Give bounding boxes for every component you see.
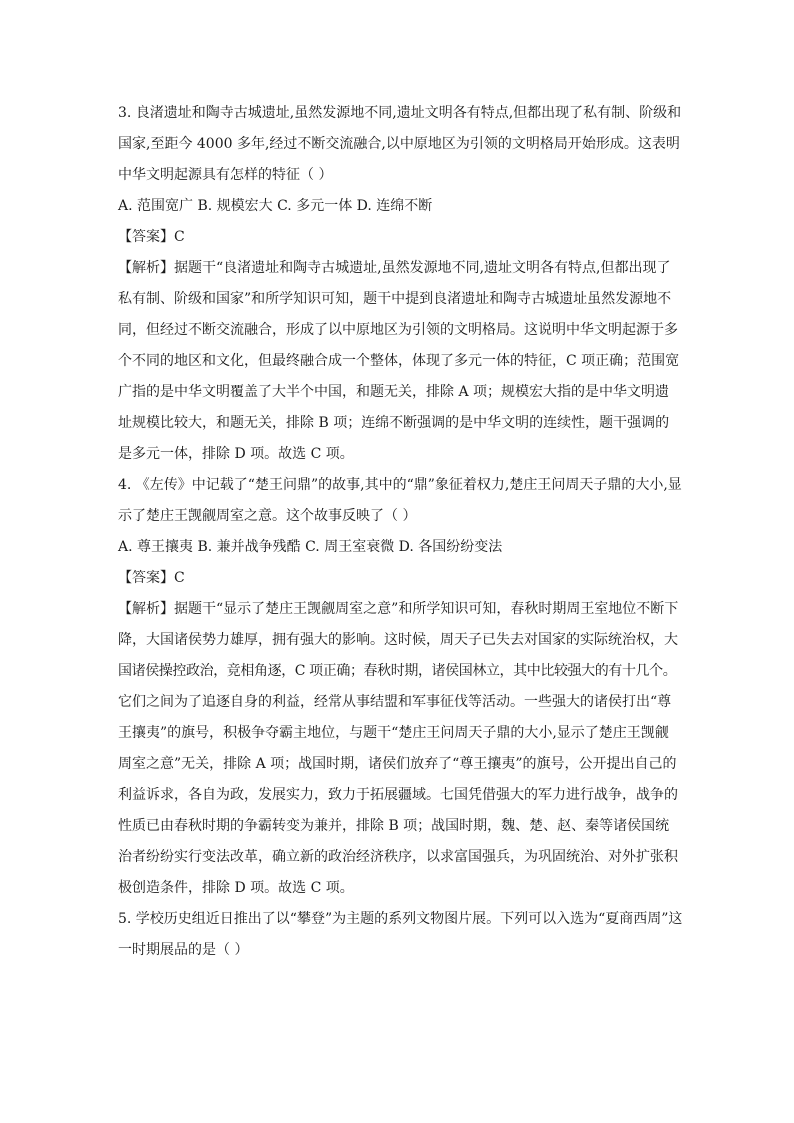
question-4-answer: 【答案】C (118, 570, 185, 586)
question-4-stem-line: 示了楚庄王觊觎周室之意。这个故事反映了（ ） (118, 508, 417, 524)
question-4-analysis-line: 极创造条件，排除 D 项。故选 C 项。 (118, 880, 354, 896)
question-4-analysis-line: 王攘夷”的旗号，积极争夺霸主地位，与题干“楚庄王问周天子鼎的大小,显示了楚庄王觊觎 (118, 725, 669, 741)
question-4 (118, 470, 680, 904)
question-3-analysis-line: 是多元一体，排除 D 项。故选 C 项。 (118, 446, 354, 462)
question-3-answer: 【答案】C (118, 229, 185, 245)
question-4-analysis-line: 治者纷纷实行变法改革，确立新的政治经济秩序，以求富国强兵，为巩固统治、对外扩张积 (118, 849, 678, 865)
question-4-analysis-line: 周室之意”无关，排除 A 项；战国时期，诸侯们放弃了“尊王攘夷”的旗号，公开提出自己的 (118, 756, 677, 772)
question-4-analysis-line: 它们之间为了追逐自身的利益，经常从事结盟和军事征伐等活动。一些强大的诸侯打出“尊 (118, 694, 672, 710)
question-5-stem-line: 5. 学校历史组近日推出了以“攀登”为主题的系列文物图片展。下列可以入选为“夏商西周”这 (118, 911, 683, 927)
question-4-analysis-line: 利益诉求，各自为政，发展实力，致力于拓展疆域。七国凭借强大的军力进行战争，战争的 (118, 787, 678, 803)
question-4-analysis-line: 国诸侯操控政治，竞相角逐，C 项正确；春秋时期，诸侯国林立，其中比较强大的有十几个。 (118, 663, 677, 679)
question-3 (118, 98, 680, 470)
question-3-stem-line: 3. 良渚遗址和陶寺古城遗址,虽然发源地不同,遗址文明各有特点,但都出现了私有制、阶级和 (118, 105, 682, 121)
question-4-analysis-line: 降，大国诸侯势力雄厚，拥有强大的影响。这时候，周天子已失去对国家的实际统治权，大 (118, 632, 678, 648)
question-3-stem-line: 国家,至距今 4000 多年,经过不断交流融合,以中原地区为引领的文明格局开始形成。这表明 (118, 136, 680, 152)
question-3-analysis-line: 私有制、阶级和国家”和所学知识可知，题干中提到良渚遗址和陶寺古城遗址虽然发源地不 (118, 291, 672, 307)
question-3-analysis-line: 同，但经过不断交流融合，形成了以中原地区为引领的文明格局。这说明中华文明起源于多 (118, 322, 678, 338)
question-3-stem-line: 中华文明起源具有怎样的特征（ ） (118, 167, 333, 183)
question-4-options: A. 尊王攘夷 B. 兼并战争残酷 C. 周王室衰微 D. 各国纷纷变法 (118, 539, 503, 555)
question-3-analysis-line: 址规模比较大，和题无关，排除 B 项；连绵不断强调的是中华文明的连续性，题干强调的 (118, 415, 670, 431)
document-body (118, 98, 683, 966)
question-3-options: A. 范围宽广 B. 规模宏大 C. 多元一体 D. 连绵不断 (118, 198, 433, 214)
question-5 (118, 904, 683, 966)
question-3-analysis-line: 【解析】据题干“良渚遗址和陶寺古城遗址,虽然发源地不同,遗址文明各有特点,但都出现了 (118, 260, 671, 276)
question-4-stem-line: 4. 《左传》中记载了“楚王问鼎”的故事,其中的“鼎”象征着权力,楚庄王问周天子鼎的大小,显 (118, 477, 682, 493)
question-4-analysis-line: 【解析】据题干“显示了楚庄王觊觎周室之意”和所学知识可知，春秋时期周王室地位不断下 (118, 601, 679, 617)
question-5-stem-line: 一时期展品的是（ ） (118, 942, 249, 958)
question-3-analysis-line: 个不同的地区和文化，但最终融合成一个整体，体现了多元一体的特征，C 项正确；范围宽 (118, 353, 680, 369)
question-3-analysis-line: 广指的是中华文明覆盖了大半个中国，和题无关，排除 A 项；规模宏大指的是中华文明遗 (118, 384, 670, 400)
question-4-analysis-line: 性质已由春秋时期的争霸转变为兼并，排除 B 项；战国时期，魏、楚、赵、秦等诸侯国统 (118, 818, 670, 834)
